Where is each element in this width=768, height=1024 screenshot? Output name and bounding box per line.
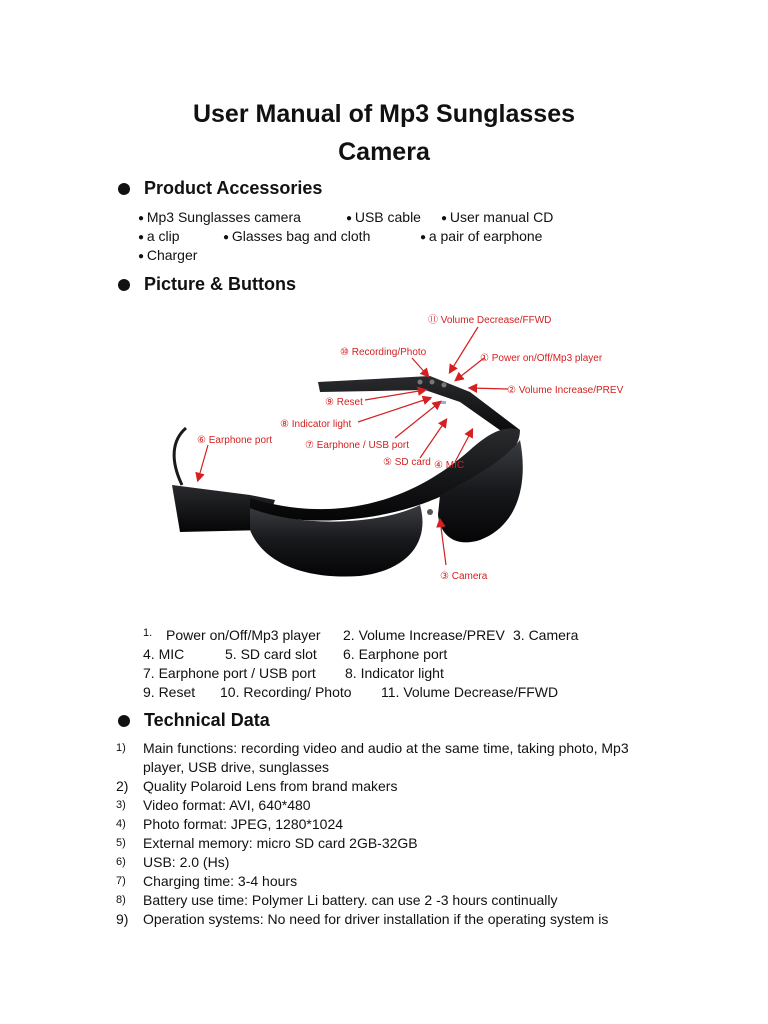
callout-arrow	[198, 445, 208, 480]
tech-item-number: 6)	[116, 856, 126, 868]
sunglasses-diagram	[0, 300, 768, 600]
tech-item-text: Main functions: recording video and audio at the same time, taking photo, Mp3 player, USB drive, sunglasses	[143, 740, 629, 775]
tech-item	[116, 739, 656, 779]
bullet-icon	[118, 279, 130, 291]
tech-item-text: External memory: micro SD card 2GB-32GB	[143, 835, 418, 851]
accessory-item: ● Glasses bag and cloth	[223, 228, 370, 244]
tech-item-number: 4)	[116, 818, 126, 830]
earphone-cable	[174, 428, 186, 485]
button-list-item: 6. Earphone port	[343, 646, 448, 662]
section-heading-text: Technical Data	[144, 710, 270, 730]
tech-item-number: 9)	[116, 911, 129, 927]
button-list-item: 10. Recording/ Photo	[220, 684, 352, 700]
button-list-item: 4. MIC	[143, 646, 185, 662]
indicator-light	[440, 401, 446, 404]
callout-label: ⑧ Indicator light	[280, 419, 352, 430]
callout-label: ③ Camera	[440, 571, 488, 582]
button-dot	[430, 380, 435, 385]
button-list-item: 2. Volume Increase/PREV	[343, 627, 505, 643]
tech-item-text: Video format: AVI, 640*480	[143, 797, 311, 813]
tech-item-number: 3)	[116, 799, 126, 811]
page-title-line2: Camera	[338, 138, 430, 166]
tech-item-text: Quality Polaroid Lens from brand makers	[143, 778, 398, 794]
accessory-item: ● User manual CD	[441, 209, 553, 225]
page-title: User Manual of Mp3 Sunglasses	[192, 100, 576, 128]
accessory-item: ● USB cable	[346, 209, 421, 225]
accessory-item: ● a pair of earphone	[420, 228, 542, 244]
callout-label: ⑩ Recording/Photo	[340, 347, 427, 358]
tech-item-number: 7)	[116, 875, 126, 887]
button-list-item: 11. Volume Decrease/FFWD	[381, 684, 559, 700]
callout-label: ① Power on/Off/Mp3 player	[480, 353, 603, 364]
accessory-item: ● Mp3 Sunglasses camera	[138, 209, 301, 225]
tech-item-number: 5)	[116, 837, 126, 849]
button-dot	[442, 383, 447, 388]
callout-arrow	[420, 420, 446, 458]
tech-item-number: 1)	[116, 742, 126, 754]
section-heading-accessories	[118, 178, 322, 199]
accessory-item: ● a clip	[138, 228, 180, 244]
button-list-item: 5. SD card slot	[225, 646, 317, 662]
tech-item-text: Charging time: 3-4 hours	[143, 873, 298, 889]
tech-item-text: Operation systems: No need for driver installation if the operating system is	[143, 911, 609, 927]
button-list-item: Power on/Off/Mp3 player	[166, 627, 321, 643]
callout-label: ⑦ Earphone / USB port	[305, 440, 410, 451]
button-dot	[418, 380, 423, 385]
bullet-icon	[118, 183, 130, 195]
camera-lens-dot	[427, 509, 433, 515]
callout-arrow	[412, 358, 428, 376]
tech-item-number: 8)	[116, 894, 126, 906]
button-list-item: 8. Indicator light	[345, 665, 444, 681]
callout-arrow	[450, 327, 478, 372]
callout-label: ⑨ Reset	[325, 397, 363, 408]
callout-arrow	[470, 388, 508, 389]
callout-label: ⑪ Volume Decrease/FFWD	[428, 315, 552, 326]
section-heading-text: Picture & Buttons	[144, 274, 297, 294]
callout-label: ⑥ Earphone port	[197, 435, 273, 446]
callout-arrow	[365, 390, 425, 400]
callout-label: ④ MIC	[434, 460, 465, 471]
callout-label: ② Volume Increase/PREV	[507, 385, 624, 396]
button-list-item: 3. Camera	[513, 627, 579, 643]
section-heading-technical	[118, 710, 270, 731]
accessory-item: ● Charger	[138, 247, 197, 263]
button-list-item: 9. Reset	[143, 684, 196, 700]
tech-item-number: 2)	[116, 778, 129, 794]
tech-item-text: USB: 2.0 (Hs)	[143, 854, 230, 870]
bullet-icon	[118, 715, 130, 727]
section-heading-text: Product Accessories	[144, 178, 323, 198]
button-list-item: 7. Earphone port / USB port	[143, 665, 316, 681]
right-temple-arm	[318, 376, 520, 440]
callout-label: ⑤ SD card	[383, 457, 431, 468]
tech-item-text: Photo format: JPEG, 1280*1024	[143, 816, 344, 832]
tech-item-text: Battery use time: Polymer Li battery. can use 2 -3 hours continually	[143, 892, 558, 908]
section-heading-picture	[118, 274, 296, 295]
button-list-number: 1.	[143, 627, 153, 639]
